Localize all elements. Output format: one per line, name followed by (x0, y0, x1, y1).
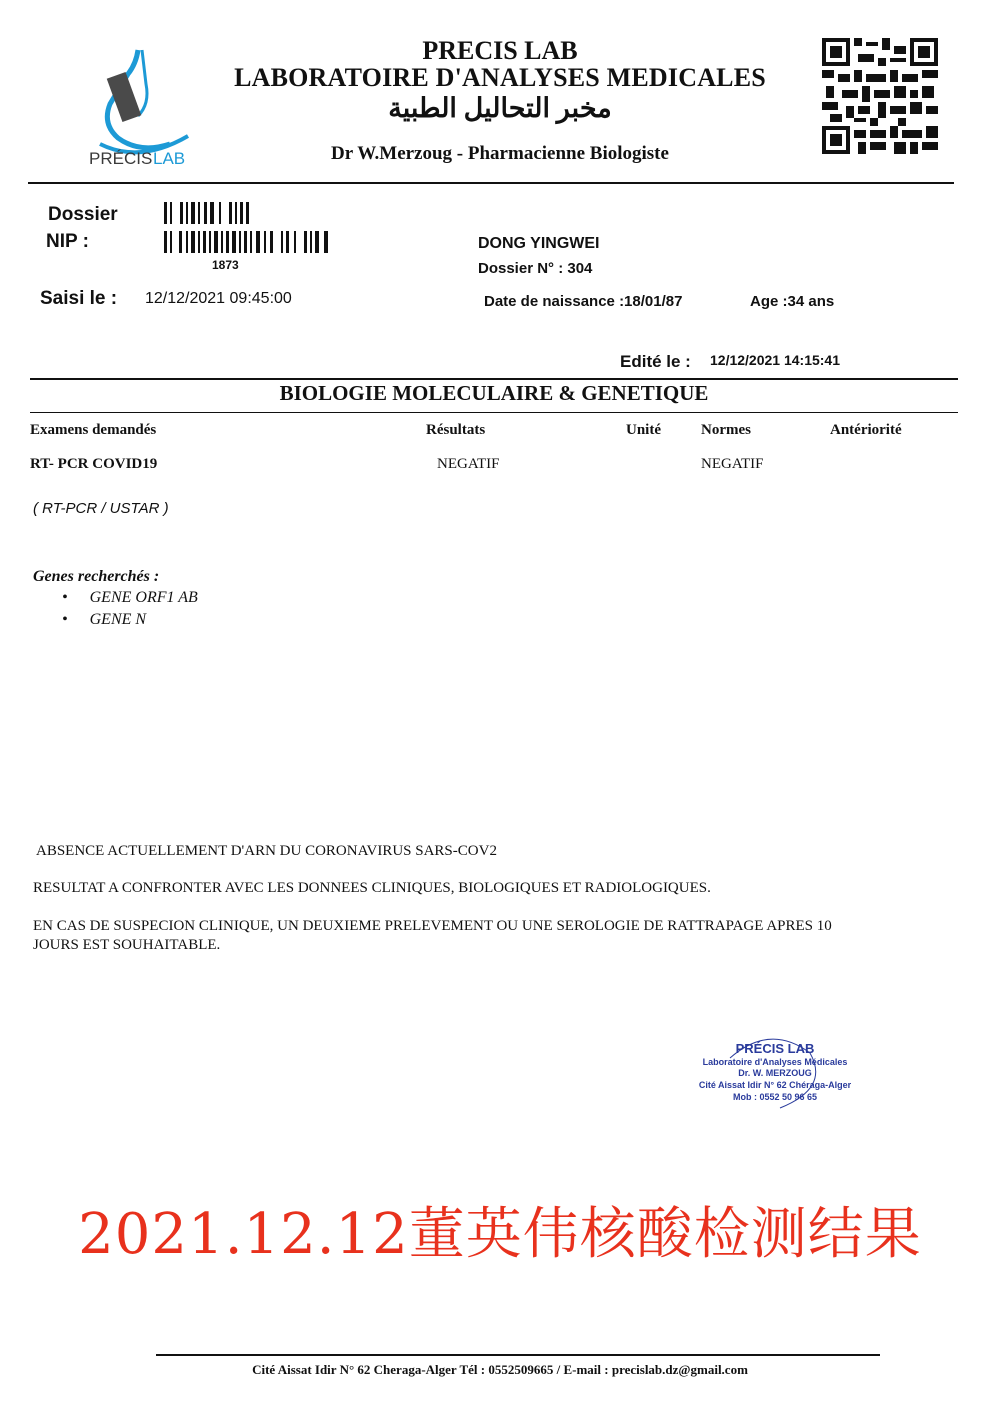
conclusion-line: ABSENCE ACTUELLEMENT D'ARN DU CORONAVIRUS SARS-COV2 (36, 843, 497, 859)
footer-contact: Cité Aissat Idir N° 62 Cheraga-Alger Tél : 0552509665 / E-mail : precislab.dz@gmail.com (252, 1362, 748, 1377)
gene-label: GENE ORF1 AB (89, 589, 198, 606)
stamp-line: Dr. W. MERZOUG (738, 1068, 812, 1078)
qr-code-icon (822, 38, 938, 154)
section-top-divider (30, 378, 958, 380)
gene-item: • GENE N (62, 611, 147, 628)
saisi-value: 12/12/2021 09:45:00 (145, 290, 292, 307)
conclusion-line: RESULTAT A CONFRONTER AVEC LES DONNEES CLINIQUES, BIOLOGIQUES ET RADIOLOGIQUES. (33, 880, 711, 896)
lab-name: PRECIS LAB (422, 36, 578, 65)
col-header-unit: Unité (626, 422, 661, 438)
stamp-line: PRÉCIS LAB (735, 1041, 815, 1056)
exam-result: NEGATIF (437, 456, 500, 472)
stamp-line: Mob : 0552 50 96 65 (732, 1092, 818, 1102)
dossier-number: Dossier N° : 304 (478, 260, 593, 277)
gene-item: • GENE ORF1 AB (62, 589, 198, 606)
dossier-barcode (164, 202, 250, 229)
exam-name: RT- PCR COVID19 (30, 456, 158, 472)
logo-text-lab: LAB (153, 149, 186, 168)
conclusion-line: EN CAS DE SUSPECION CLINIQUE, UN DEUXIEME PRELEVEMENT OU UNE SEROLOGIE DE RATTRAPAGE APRES 10 (33, 918, 832, 934)
edite-value: 12/12/2021 14:15:41 (710, 352, 840, 368)
header-divider (28, 182, 954, 184)
saisi-label: Saisi le : (40, 288, 118, 309)
chinese-annotation: 2021.12.12董英伟核酸检测结果 (78, 1202, 922, 1267)
patient-age: Age :34 ans (750, 293, 835, 310)
genes-title: Genes recherchés : (33, 568, 160, 585)
patient-name: DONG YINGWEI (478, 235, 600, 252)
col-header-previous: Antériorité (830, 422, 902, 438)
edite-label: Edité le : (620, 352, 691, 371)
col-header-exam: Examens demandés (30, 422, 157, 438)
col-header-result: Résultats (426, 422, 486, 438)
lab-arabic-name: مخبر التحاليل الطبية (388, 93, 612, 123)
conclusion-line: JOURS EST SOUHAITABLE. (33, 937, 221, 953)
section-title: BIOLOGIE MOLECULAIRE & GENETIQUE (279, 381, 709, 405)
section-bottom-divider (30, 412, 958, 413)
dossier-label: Dossier (48, 204, 118, 225)
nip-barcode (164, 231, 330, 258)
nip-label: NIP : (46, 231, 89, 252)
birth-date: Date de naissance :18/01/87 (484, 293, 683, 310)
col-header-norms: Normes (701, 422, 751, 438)
lab-stamp (680, 1028, 870, 1118)
doctor-name: Dr W.Merzoug - Pharmacienne Biologiste (331, 143, 669, 164)
lab-subtitle: LABORATOIRE D'ANALYSES MEDICALES (234, 63, 766, 92)
logo-text: PRÉCIS (89, 149, 153, 168)
stamp-line: Cité Aissat Idir N° 62 Chéraga-Alger (698, 1080, 852, 1090)
gene-label: GENE N (89, 611, 147, 628)
stamp-line: Laboratoire d'Analyses Médicales (702, 1057, 848, 1067)
method-note: ( RT-PCR / USTAR ) (33, 500, 169, 517)
barcode-number: 1873 (212, 258, 239, 272)
exam-norms: NEGATIF (701, 456, 764, 472)
footer-divider (156, 1354, 880, 1356)
